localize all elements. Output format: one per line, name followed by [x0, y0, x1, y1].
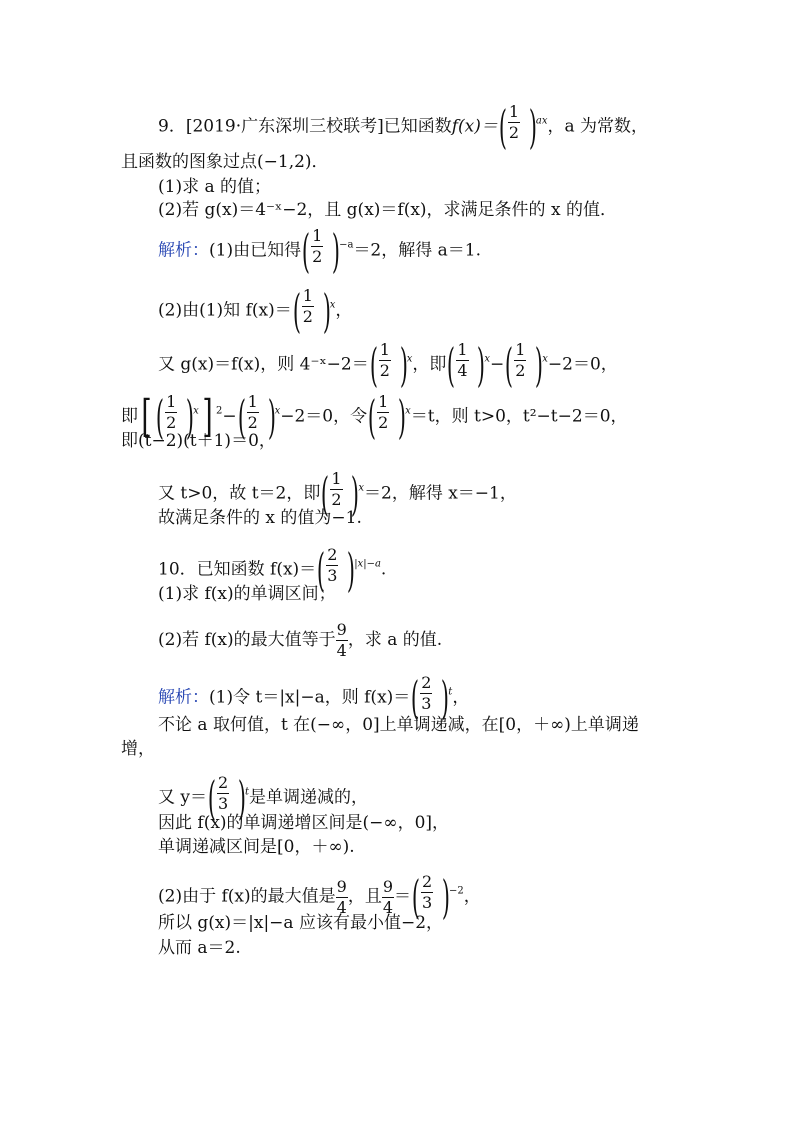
- q9-line2: 且函数的图象过点(−1,2)．: [121, 152, 329, 172]
- sol9-s4-exp3: x: [405, 405, 411, 417]
- sol9-s2-exp: x: [329, 299, 336, 311]
- sol10-s7-eq: ＝: [394, 886, 412, 907]
- sol9-s3-exp3: x: [542, 353, 548, 365]
- sol9-s4-post: ＝t，则 t>0，t²−t−2＝0，: [410, 406, 628, 427]
- q10-part2-post: ，求 a 的值.: [347, 630, 443, 650]
- sol9-s4-minus: −: [222, 406, 237, 427]
- q9-part2: (2)若 g(x)＝4⁻ˣ−2，且 g(x)＝f(x)，求满足条件的 x 的值．: [158, 200, 617, 220]
- sol9-s3-minus: −: [490, 354, 505, 375]
- q9-prefix: 9．[2019·广东深圳三校联考]已知函数: [158, 116, 452, 137]
- sol9-label: 解析：: [158, 240, 209, 261]
- sol10-step2: 不论 a 取何值，t 在(−∞，0]上单调递减，在[0，＋∞)上单调递: [158, 715, 639, 735]
- sol9-s4-exp1: x: [193, 405, 199, 417]
- sol10-step8: 所以 g(x)＝|x|−a 应该有最小值−2，: [158, 913, 444, 933]
- sol10-s4-post: 是单调递减的，: [249, 787, 369, 808]
- sol10-step3: 增，: [121, 739, 155, 759]
- sol9-s4-pre: 即: [121, 406, 138, 427]
- sol9-s4-square: 2: [215, 405, 223, 417]
- q10-part2-pre: (2)若 f(x)的最大值等于: [158, 630, 336, 650]
- sol10-s7-mid: ，且: [347, 886, 382, 907]
- sol9-s4-mid: −2＝0，令: [280, 406, 368, 427]
- sol10-step9: 从而 a＝2.: [158, 938, 241, 958]
- sol9-s3-fraction3: ( $\frac{1}{2}$ ): [505, 338, 544, 392]
- q10-prefix: 10．已知函数 f(x)＝: [158, 559, 317, 580]
- sol9-s1-pre: (1)由已知得: [209, 240, 302, 261]
- sol9-s3-frac2-num: 1: [457, 340, 468, 359]
- sol10-s4-exp: t: [245, 786, 250, 798]
- sol9-s2-post: ，: [335, 300, 353, 321]
- sol9-s3-pre: 又 g(x)＝f(x)，则 4⁻ˣ−2＝: [158, 354, 369, 375]
- sol10-label: 解析：: [158, 687, 209, 708]
- sol10-s7-fraction3: ( $\frac{2}{3}$ ): [411, 870, 451, 924]
- sol9-s3-fraction1: ( $\frac{1}{2}$ ): [369, 338, 408, 392]
- q9-fx: f(x)＝: [451, 116, 498, 137]
- sol9-s4-exp2: x: [274, 405, 281, 417]
- sol10-step5: 因此 f(x)的单调递增区间是(−∞，0]，: [158, 813, 450, 833]
- q10-part2-den: 4: [336, 641, 347, 660]
- q9-frac-den: 2: [508, 123, 520, 142]
- sol9-s1-exp: −a: [339, 239, 354, 251]
- q10-exponent: |x|−a: [354, 558, 381, 570]
- sol10-s7-fraction1: $\frac{9}{4}$: [336, 876, 347, 917]
- sol9-step7: 故满足条件的 x 的值为−1.: [158, 508, 362, 528]
- q9-exponent: ax: [535, 115, 548, 127]
- q10-frac-num: 2: [327, 545, 338, 564]
- sol10-s7-exp: −2: [449, 885, 464, 897]
- sol9-s4-fraction1: ( $\frac{1}{2}$ ): [156, 390, 195, 444]
- q9-suffix: ，a 为常数，: [547, 116, 649, 137]
- q10-part2-num: 9: [336, 620, 347, 639]
- sol9-s1-post: ＝2，解得 a＝1.: [353, 240, 482, 261]
- sol10-s4-fraction: ( $\frac{2}{3}$ ): [207, 771, 247, 825]
- sol10-s7-fraction2: $\frac{9}{4}$: [382, 876, 394, 917]
- q10-frac-den: 3: [327, 566, 338, 585]
- sol10-s1-pre: (1)令 t＝|x|−a，则 f(x)＝: [209, 687, 411, 708]
- sol9-s4-fraction3: ( $\frac{1}{2}$ ): [368, 390, 407, 444]
- sol9-s3-frac2-den: 4: [457, 361, 468, 380]
- sol9-s3-fraction2: ( $\frac{1}{4}$ ): [447, 338, 486, 392]
- sol9-s6-post: ＝2，解得 x＝−1，: [364, 483, 517, 504]
- sol9-step1: [158, 226, 481, 276]
- sol10-s7-post: ，: [463, 886, 481, 907]
- q9-fraction: ( $\frac{1}{2}$ ): [498, 100, 537, 154]
- q10-suffix: .: [380, 559, 387, 580]
- q9-part1: (1)求 a 的值；: [158, 177, 272, 197]
- sol10-s7-pre: (2)由于 f(x)的最大值是: [158, 886, 336, 907]
- sol10-step6: 单调递减区间是[0，＋∞).: [158, 837, 355, 857]
- sol9-s3-post: −2＝0，: [547, 354, 618, 375]
- sol9-s6-exp: x: [358, 482, 364, 494]
- sol9-s3-exp2: x: [484, 353, 491, 365]
- sol9-step5: 即(t−2)(t＋1)＝0，: [121, 431, 276, 451]
- sol10-s1-fraction: ( $\frac{2}{3}$ ): [411, 671, 450, 725]
- sol10-s1-post: ，: [452, 687, 470, 708]
- sol10-s4-pre: 又 y＝: [158, 787, 208, 808]
- sol9-s1-fraction: ( $\frac{1}{2}$ ): [302, 224, 341, 278]
- q9-frac-num: 1: [508, 102, 520, 121]
- sol9-step4: 即[ ( $\frac{1}{2}$ ) $^x$] $^2$− ( $\frac{1}{2}$ ) $^x$−2＝0，令 ( $\frac{1}{2}$ ) $^x$＝t，则 t>0，t²−t−2＝0，: [121, 390, 628, 444]
- sol9-s6-pre: 又 t>0，故 t＝2，即: [158, 483, 321, 504]
- sol9-s4-fraction2: ( $\frac{1}{2}$ ): [237, 390, 276, 444]
- q10-fraction: ( $\frac{2}{3}$ ): [317, 543, 356, 597]
- sol9-s2-pre: (2)由(1)知 f(x)＝: [158, 300, 292, 321]
- q10-part2: [158, 620, 442, 661]
- sol9-step3: [158, 340, 618, 390]
- q10-part2-fraction: [336, 620, 348, 661]
- sol9-step2: [158, 286, 352, 336]
- sol9-s3-mid: ，即: [412, 354, 447, 375]
- sol9-s2-fraction: ( $\frac{1}{2}$ ): [292, 284, 331, 338]
- sol9-s3-exp1: x: [406, 353, 413, 365]
- q10-part1: (1)求 f(x)的单调区间；: [158, 584, 336, 604]
- sol9-s6-fraction: ( $\frac{1}{2}$ ): [321, 467, 360, 521]
- q9-line1: [158, 102, 648, 152]
- sol10-s1-exp: t: [448, 686, 453, 698]
